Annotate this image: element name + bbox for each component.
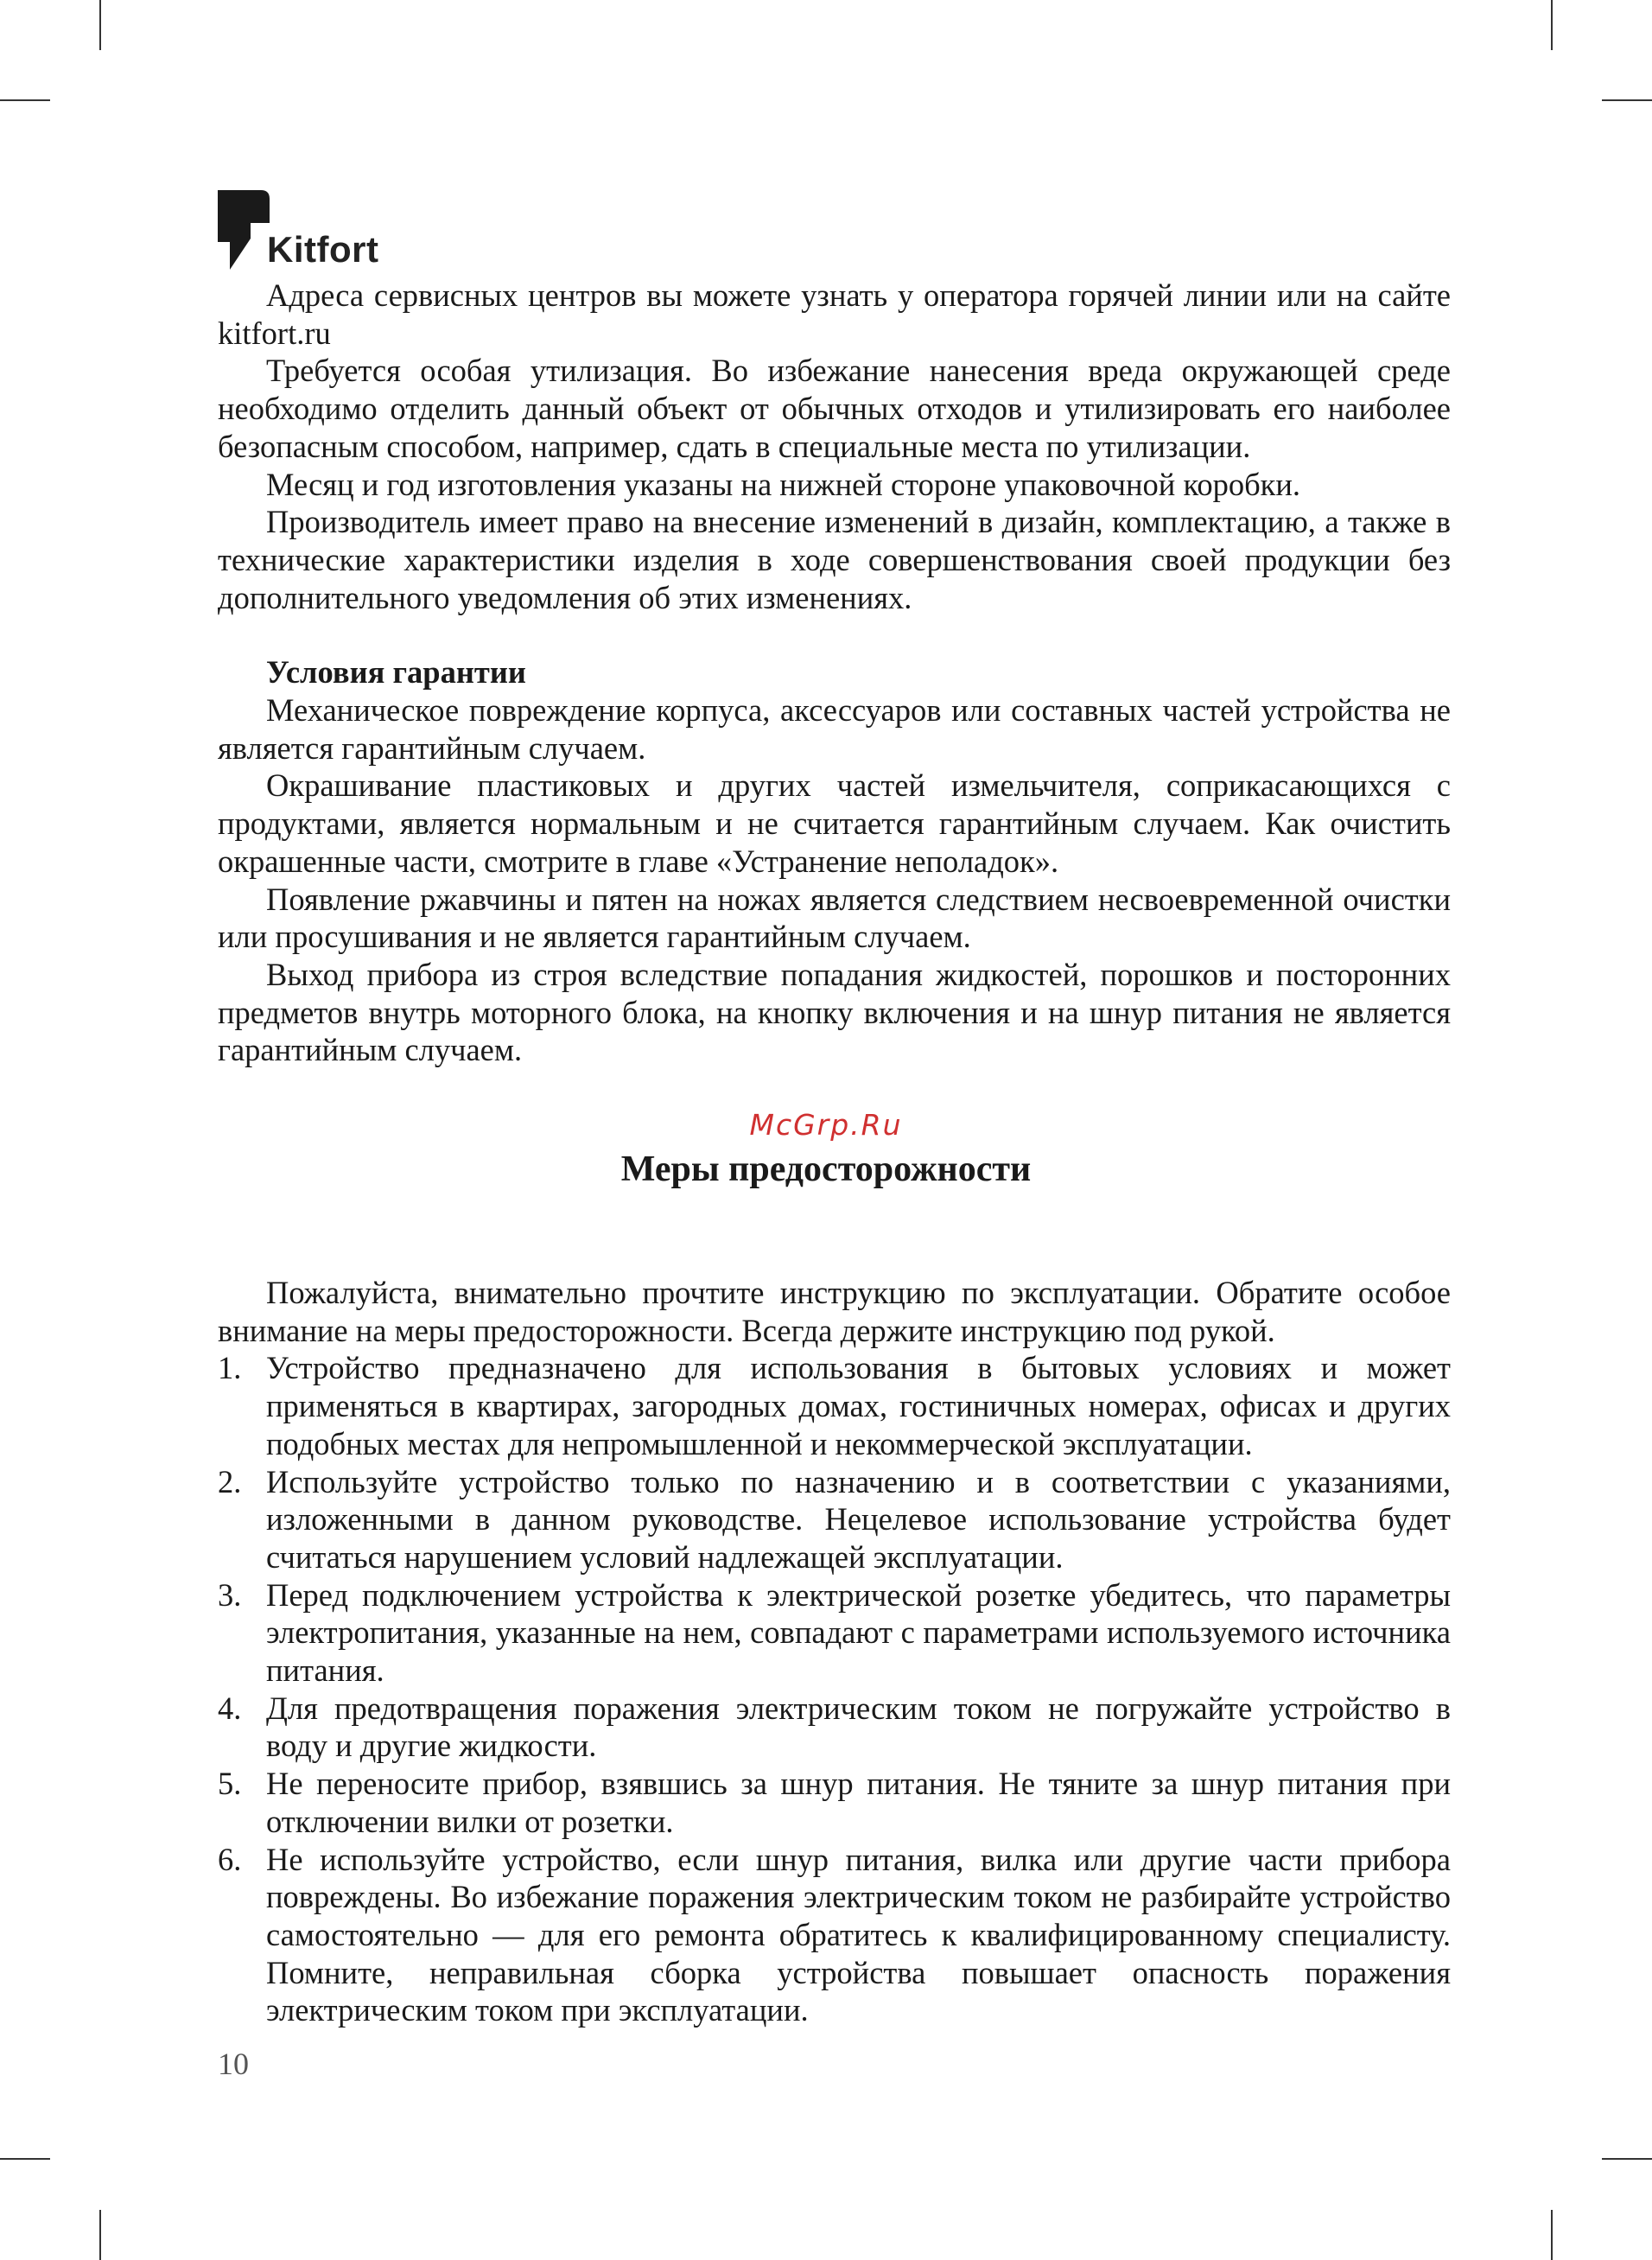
kitfort-logo-icon bbox=[218, 190, 270, 272]
list-item-text: Для предотвращения поражения электрическим током не погружайте устройство в воду и другие жидкости. bbox=[266, 1690, 1451, 1764]
crop-mark-bottom-left bbox=[99, 2210, 101, 2260]
list-item bbox=[218, 1576, 1451, 1690]
precautions-intro: Пожалуйста, внимательно прочтите инструкцию по эксплуатации. Обратите особое внимание на меры предосторожности. Всегда держите инструкцию под рукой. bbox=[218, 1275, 1451, 1348]
list-item-text: Перед подключением устройства к электрической розетке убедитесь, что параметры электропитания, указанные на нем, совпадают с параметрами используемого источника питания. bbox=[266, 1576, 1451, 1689]
service-paragraph: Месяц и год изготовления указаны на нижней стороне упаковочной коробки. bbox=[266, 466, 1301, 502]
list-item-number: 1. bbox=[218, 1350, 242, 1386]
service-paragraph: Адреса сервисных центров вы можете узнать у оператора горячей линии или на сайте kitfort.ru bbox=[218, 277, 1451, 351]
service-paragraph: Требуется особая утилизация. Во избежание нанесения вреда окружающей среде необходимо отделить данный объект от обычных отходов и утилизировать его наиболее безопасным способом, например, сдать в специальные места по утилизации. bbox=[218, 353, 1451, 464]
list-item-number: 5. bbox=[218, 1766, 242, 1802]
watermark-link[interactable]: McGrp.Ru bbox=[749, 1108, 903, 1142]
crop-mark-right-bottom bbox=[1602, 2158, 1652, 2160]
logo-brand-text: Kitfort bbox=[267, 229, 379, 270]
list-item bbox=[218, 1349, 1451, 1462]
kitfort-logo bbox=[218, 190, 391, 272]
crop-mark-bottom-right bbox=[1551, 2210, 1553, 2260]
crop-mark-left-bottom bbox=[0, 2158, 50, 2160]
list-item bbox=[218, 1765, 1451, 1840]
list-item bbox=[218, 1463, 1451, 1576]
list-item-number: 6. bbox=[218, 1841, 242, 1877]
crop-mark-left-top bbox=[0, 99, 50, 101]
list-item-text: Не переносите прибор, взявшись за шнур питания. Не тяните за шнур питания при отключении вилки от розетки. bbox=[266, 1766, 1451, 1839]
warranty-paragraph: Механическое повреждение корпуса, аксессуаров или составных частей устройства не является гарантийным случаем. bbox=[218, 692, 1451, 766]
precautions-section bbox=[218, 1274, 1451, 2029]
service-and-warranty-section bbox=[218, 277, 1451, 1069]
warranty-paragraph: Окрашивание пластиковых и других частей измельчителя, соприкасающихся с продуктами, является нормальным и не считается гарантийным случаем. Как очистить окрашенные части, смотрите в главе «Устранение неполадок». bbox=[218, 767, 1451, 879]
page-number: 10 bbox=[218, 2047, 249, 2081]
list-item-number: 2. bbox=[218, 1463, 242, 1499]
list-item-number: 3. bbox=[218, 1576, 242, 1613]
crop-mark-top-left bbox=[99, 0, 101, 50]
list-item bbox=[218, 1690, 1451, 1765]
precautions-title: Меры предосторожности bbox=[620, 1149, 1032, 1189]
list-item-number: 4. bbox=[218, 1690, 242, 1726]
list-item bbox=[218, 1841, 1451, 2030]
crop-mark-right-top bbox=[1602, 99, 1652, 101]
list-item-text: Устройство предназначено для использования в бытовых условиях и может применяться в квартирах, загородных домах, гостиничных номерах, офисах и других подобных местах для непромышленной и некоммерческой эксплуатации. bbox=[266, 1350, 1451, 1461]
warranty-paragraph: Выход прибора из строя вследствие попадания жидкостей, порошков и посторонних предметов внутрь моторного блока, на кнопку включения и на шнур питания не является гарантийным случаем. bbox=[218, 956, 1451, 1068]
warranty-paragraph: Появление ржавчины и пятен на ножах является следствием несвоевременной очистки или просушивания и не является гарантийным случаем. bbox=[218, 881, 1451, 955]
list-item-text: Используйте устройство только по назначению и в соответствии с указаниями, изложенными в данном руководстве. Нецелевое использование устройства будет считаться нарушением условий надлежащей эксплуатации. bbox=[266, 1463, 1451, 1575]
warranty-heading: Условия гарантии bbox=[266, 654, 526, 691]
service-paragraph: Производитель имеет право на внесение изменений в дизайн, комплектацию, а также в технические характеристики изделия в ходе совершенствования своей продукции без дополнительного уведомления об этих изменениях. bbox=[218, 504, 1451, 615]
crop-mark-top-right bbox=[1551, 0, 1553, 50]
list-item-text: Не используйте устройство, если шнур питания, вилка или другие части прибора повреждены. Во избежание поражения электрическим током не разбирайте устройство самостоятельно — для его ремонта обратитесь к квалифицированному специалисту. Помните, неправильная сборка устройства повышает опасность поражения электрическим током при эксплуатации. bbox=[266, 1841, 1451, 2028]
precautions-list bbox=[218, 1349, 1451, 2029]
